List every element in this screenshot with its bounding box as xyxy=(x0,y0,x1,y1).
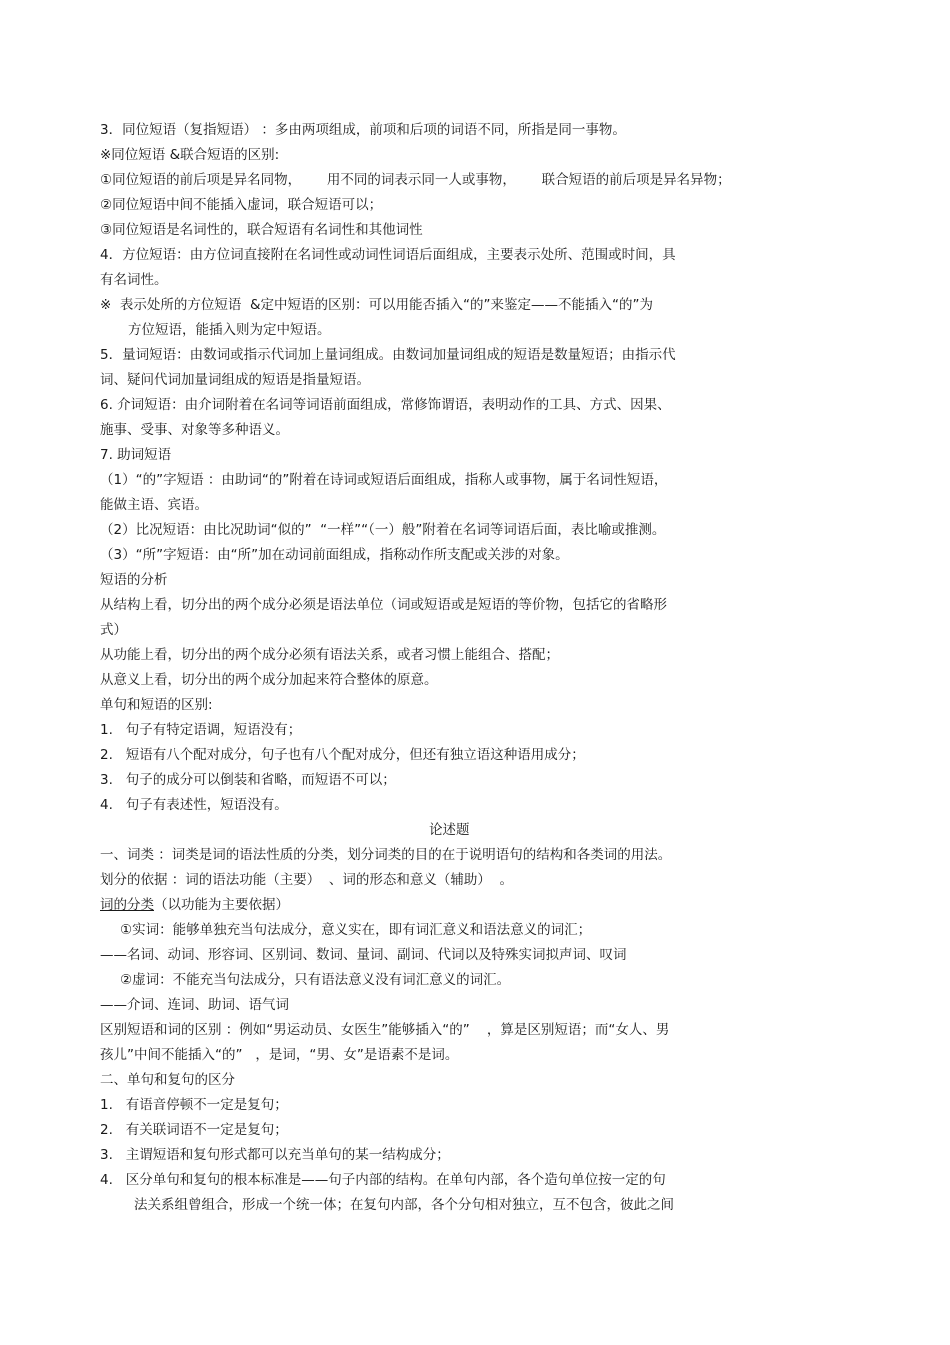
text-line: 从功能上看，切分出的两个成分必须有语法关系，或者习惯上能组合、搭配； xyxy=(100,647,559,663)
text-line: ②虚词：不能充当句法成分，只有语法意义没有词汇意义的词汇。 xyxy=(120,972,511,988)
list-item: 3. 句子的成分可以倒装和省略，而短语不可以； xyxy=(100,772,396,788)
text-line: 5．量词短语：由数词或指示代词加上量词组成。由数词加量词组成的短语是数量短语；由指示代 xyxy=(100,347,676,363)
text-line: ①同位短语的前后项是异名同物， 用不同的词表示同一人或事物， 联合短语的前后项是异名异物； xyxy=(100,172,731,188)
text-line: ③同位短语是名词性的，联合短语有名词性和其他词性 xyxy=(100,222,423,238)
list-item: 3. 主谓短语和复句形式都可以充当单句的某一结构成分； xyxy=(100,1147,450,1163)
text-line: 6. 介词短语：由介词附着在名词等词语前面组成，常修饰谓语，表明动作的工具、方式、因果、 xyxy=(100,397,671,413)
text-line: ——介词、连词、助词、语气词 xyxy=(100,997,289,1013)
text-line: （2）比况短语：由比况助词“似的” “一样”“（一）般”附着在名词等词语后面，表比喻或推测。 xyxy=(100,522,666,538)
underlined-term: 词的分类 xyxy=(100,897,154,913)
list-item: 1. 句子有特定语调，短语没有； xyxy=(100,722,302,738)
list-item: 4. 区分单句和复句的根本标准是——句子内部的结构。在单句内部，各个造句单位按一定的句 xyxy=(100,1172,666,1188)
text-line: 有名词性。 xyxy=(100,272,168,288)
text-line: （3）“所”字短语：由“所”加在动词前面组成，指称动作所支配或关涉的对象。 xyxy=(100,547,569,563)
list-item: 2. 短语有八个配对成分，句子也有八个配对成分，但还有独立语这种语用成分； xyxy=(100,747,585,763)
text-line: 二、单句和复句的区分 xyxy=(100,1072,235,1088)
text-line: 从意义上看，切分出的两个成分加起来符合整体的原意。 xyxy=(100,672,438,688)
text-line: 孩儿”中间不能插入“的” ，是词，“男、女”是语素不是词。 xyxy=(100,1047,459,1063)
text-line: 3．同位短语（复指短语） ：多由两项组成，前项和后项的词语不同，所指是同一事物。 xyxy=(100,122,626,138)
text-line: 从结构上看，切分出的两个成分必须是语法单位（词或短语或是短语的等价物，包括它的省略形 xyxy=(100,597,667,613)
text-line: 能做主语、宾语。 xyxy=(100,497,208,513)
text-line: 方位短语，能插入则为定中短语。 xyxy=(128,322,331,338)
text-line: ※同位短语 &联合短语的区别: xyxy=(100,147,280,163)
section-title: 论述题 xyxy=(429,822,470,838)
text-line: 词、疑问代词加量词组成的短语是指量短语。 xyxy=(100,372,370,388)
list-item: 1. 有语音停顿不一定是复句； xyxy=(100,1097,288,1113)
text-line: 短语的分析 xyxy=(100,572,168,588)
text-line: ②同位短语中间不能插入虚词，联合短语可以； xyxy=(100,197,383,213)
text-line: 单句和短语的区别: xyxy=(100,697,213,713)
text-line: 7. 助词短语 xyxy=(100,447,172,463)
text-line: ※ 表示处所的方位短语 &定中短语的区别：可以用能否插入“的”来鉴定——不能插入“的”为 xyxy=(100,297,653,313)
text-line: 4．方位短语：由方位词直接附在名词性或动词性词语后面组成，主要表示处所、范围或时间，具 xyxy=(100,247,676,263)
text-line: （1）“的”字短语 ：由助词“的”附着在诗词或短语后面组成，指称人或事物，属于名词性短语， xyxy=(100,472,668,488)
text-span: （以功能为主要依据） xyxy=(154,897,289,913)
text-line: 施事、受事、对象等多种语义。 xyxy=(100,422,289,438)
text-line: 区别短语和词的区别 ：例如“男运动员、女医生”能够插入“的” ，算是区别短语；而“女人、男 xyxy=(100,1022,670,1038)
list-item: 2. 有关联词语不一定是复句； xyxy=(100,1122,288,1138)
text-line: ①实词：能够单独充当句法成分，意义实在，即有词汇意义和语法意义的词汇； xyxy=(120,922,592,938)
text-line: 一、词类 ：词类是词的语法性质的分类，划分词类的目的在于说明语句的结构和各类词的用法。 xyxy=(100,847,672,863)
text-line: 式） xyxy=(100,622,127,638)
text-line xyxy=(100,896,289,914)
list-item: 4. 句子有表述性，短语没有。 xyxy=(100,797,288,813)
text-line: 法关系组曾组合，形成一个统一体；在复句内部，各个分句相对独立，互不包含，彼此之间 xyxy=(134,1197,674,1213)
text-line: ——名词、动词、形容词、区别词、数词、量词、副词、代词以及特殊实词拟声词、叹词 xyxy=(100,947,627,963)
text-line: 划分的依据 ：词的语法功能（主要） 、词的形态和意义（辅助） 。 xyxy=(100,872,513,888)
